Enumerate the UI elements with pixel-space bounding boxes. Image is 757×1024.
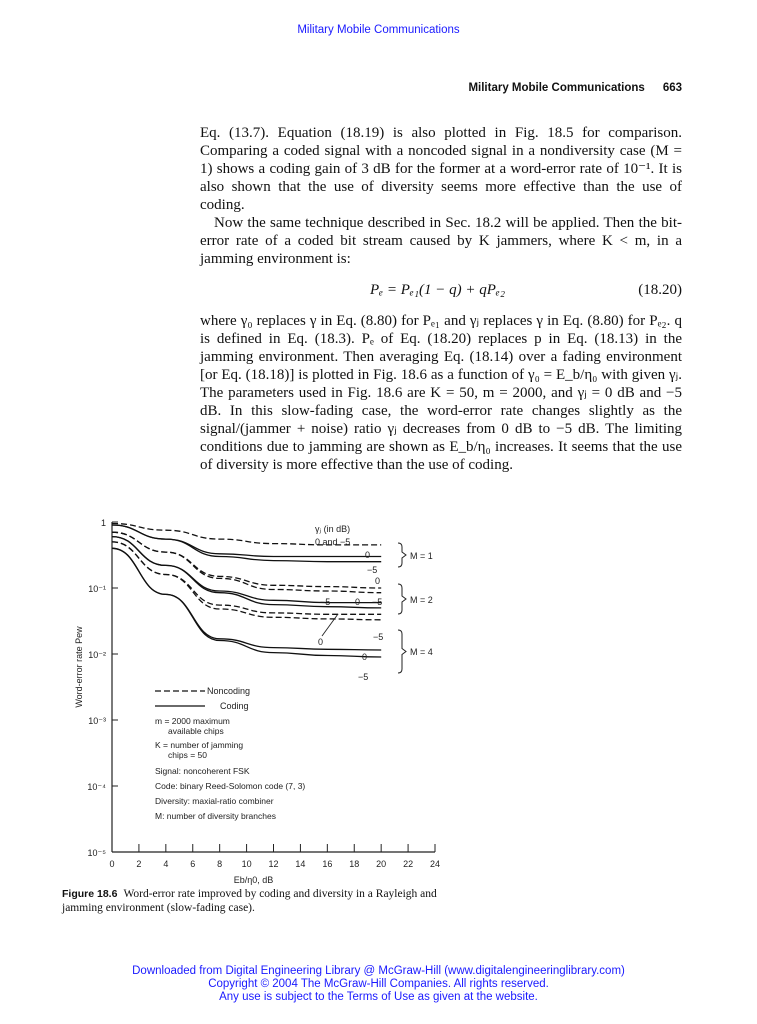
- x-tick-label-10: 20: [376, 859, 387, 869]
- legend-note-2: K = number of jamming: [155, 740, 244, 750]
- x-tick-label-11: 22: [403, 859, 414, 869]
- x-tick-label-4: 8: [217, 859, 223, 869]
- series-line-7: [112, 542, 381, 614]
- annotation-m1: M = 1: [410, 551, 433, 561]
- legend-coding-label: Coding: [220, 701, 249, 711]
- paragraph-1-text: Eq. (13.7). Equation (18.19) is also plotted in Fig. 18.5 for comparison. Comparing a coded signal with a noncoded signal in a nondiversity case (M = 1) shows a coding gain of 3 dB for the former at a word-error rate of 10⁻¹. It is also shown that the use of diversity seems more effective than the use of coding.: [200, 125, 682, 213]
- running-head-title: Military Mobile Communications: [468, 82, 645, 94]
- legend-note-4: Signal: noncoherent FSK: [155, 766, 250, 776]
- chart-axes: [74, 518, 440, 885]
- legend-note-0: m = 2000 maximum: [155, 716, 230, 726]
- paragraph-3-text: where γ₀ replaces γ in Eq. (8.80) for Pₑ₁ and γⱼ replaces γ in Eq. (8.80) for Pₑ₂. q is defined in Eq. (18.3). Pₑ of Eq. (18.20) replaces p in Eq. (18.13) in the jamming environment. Then averaging Eq. (18.14) over a fading environment [or Eq. (18.18)] is plotted in Fig. 18.6 as a function of γ₀ = E_b/η₀ with given γⱼ. The parameters used in Fig. 18.6 are K = 50, m = 2000, and γⱼ = 0 dB and −5 dB. In this slow-fading case, the word-error rate changes slightly as the signal/(jammer + noise) ratio γⱼ decreases from 0 dB to −5 dB. The limiting conditions due to jamming are shown as E_b/η₀ increases. It seems that the use of diversity is more effective than the use of coding.: [200, 313, 682, 473]
- figure-caption: [62, 887, 462, 915]
- x-tick-label-12: 24: [429, 859, 441, 869]
- annotation-m1-zero: 0: [365, 550, 371, 560]
- y-tick-label-5: 10⁻⁵: [87, 848, 106, 858]
- annotation-m4: M = 4: [410, 647, 433, 657]
- legend-note-1: available chips: [168, 726, 224, 736]
- x-tick-label-5: 10: [241, 859, 252, 869]
- annotation-m4-zero: 0: [362, 652, 368, 662]
- running-head: [200, 82, 682, 94]
- legend-noncoding-label: Noncoding: [207, 686, 251, 696]
- x-tick-label-2: 4: [163, 859, 169, 869]
- header-link[interactable]: Military Mobile Communications: [297, 24, 460, 36]
- annotation-m4-minus5: −5: [358, 672, 369, 682]
- legend-note-7: M: number of diversity branches: [155, 811, 276, 821]
- footer-download-link[interactable]: Downloaded from Digital Engineering Library @ McGraw-Hill (www.digitalengineeringlibrary.com): [132, 965, 625, 977]
- x-axis-title: Eb/η0, dB: [233, 875, 274, 885]
- y-tick-label-0: 1: [100, 518, 106, 528]
- x-tick-label-7: 14: [295, 859, 306, 869]
- y-tick-label-4: 10⁻⁴: [87, 782, 106, 792]
- annotation-m2: M = 2: [410, 595, 433, 605]
- paragraph-1: [200, 124, 682, 214]
- annotation-m4-zero-left: 0: [318, 637, 324, 647]
- series-line-6: [112, 537, 381, 608]
- footer: [0, 965, 757, 1004]
- x-tick-label-6: 12: [268, 859, 279, 869]
- annotation-m2-zero: 0: [355, 597, 361, 607]
- annotation-m2-minus5: −5: [372, 597, 383, 607]
- brace-m4: [398, 630, 406, 673]
- brace-m1: [398, 543, 406, 567]
- figure-caption-text: Word-error rate improved by coding and diversity in a Rayleigh and jamming environment (slow-fading case).: [62, 888, 437, 914]
- legend-note-3: chips = 50: [168, 750, 207, 760]
- brace-m2: [398, 584, 406, 614]
- annotation-m2-minus5-left: −5: [320, 597, 331, 607]
- x-tick-label-1: 2: [136, 859, 142, 869]
- page-number: 663: [662, 82, 682, 94]
- legend-note-5: Code: binary Reed-Solomon code (7, 3): [155, 781, 306, 791]
- word-error-rate-chart: [60, 510, 460, 885]
- y-tick-label-3: 10⁻³: [88, 716, 106, 726]
- footer-terms[interactable]: Any use is subject to the Terms of Use as given at the website.: [219, 991, 538, 1003]
- figure-label: Figure 18.6: [62, 888, 118, 900]
- paragraph-2: [200, 214, 682, 268]
- y-axis-title: Word-error rate Pew: [74, 626, 84, 708]
- x-tick-label-0: 0: [109, 859, 115, 869]
- annotation-m1-minus5: −5: [367, 565, 378, 575]
- x-tick-label-3: 6: [190, 859, 196, 869]
- annotation-arrow: [322, 614, 338, 636]
- chart-legend: [155, 686, 305, 821]
- paragraph-3: [200, 312, 682, 474]
- y-tick-label-1: 10⁻¹: [88, 584, 106, 594]
- annotation-gamma-title: γⱼ (in dB): [315, 524, 351, 534]
- equation-number: (18.20): [638, 282, 682, 298]
- equation-formula: Pₑ = Pₑ₁(1 − q) + qPₑ₂: [370, 282, 506, 298]
- y-tick-label-2: 10⁻²: [88, 650, 106, 660]
- x-tick-label-9: 18: [349, 859, 360, 869]
- x-tick-label-8: 16: [322, 859, 333, 869]
- annotation-m2-zero-top: 0: [375, 576, 381, 586]
- equation-18-20: [200, 282, 682, 302]
- annotation-m4-minus5-top: −5: [373, 632, 384, 642]
- legend-note-6: Diversity: maxial-ratio combiner: [155, 796, 274, 806]
- footer-copyright[interactable]: Copyright © 2004 The McGraw-Hill Companies. All rights reserved.: [208, 978, 549, 990]
- paragraph-2-text: Now the same technique described in Sec. 18.2 will be applied. Then the bit-error rate of a coded bit stream caused by K jammers, where K < m, in a jamming environment is:: [200, 215, 682, 267]
- annotation-gamma-both: 0 and −5: [315, 537, 351, 547]
